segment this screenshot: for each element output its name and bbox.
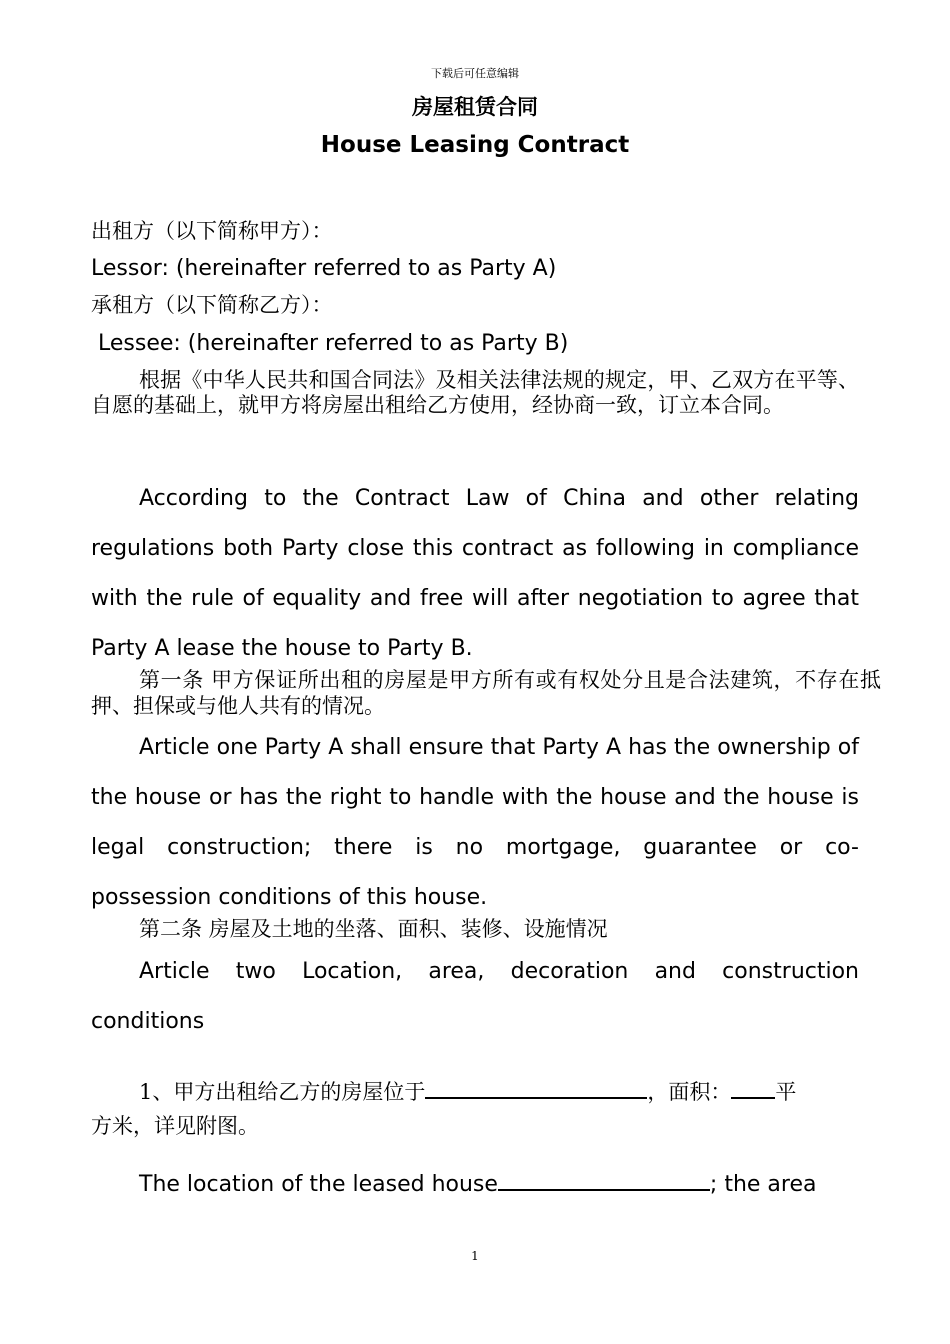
lessee-label-cn: 承租方（以下简称乙方）：: [91, 293, 333, 317]
header-note: 下载后可任意编辑: [431, 67, 519, 80]
lessor-label-en: Lessor: (hereinafter referred to as Party A): [91, 256, 557, 281]
clause-1-en-prefix: The location of the leased house: [139, 1172, 498, 1197]
clause-1-cn-prefix: 1、甲方出租给乙方的房屋位于: [139, 1080, 426, 1104]
clause-1-cn: [91, 1074, 859, 1110]
title-english: House Leasing Contract: [320, 132, 630, 158]
preamble-en: According to the Contract Law of China and other relating regulations both Party close this contract as following in compliance with the rule of equality and free will after negotiation to agree that Party A lease the house to Party B.: [91, 486, 859, 661]
clause-1-cn-unit: 平: [775, 1080, 797, 1104]
clause-1-cn-continued: 方米，详见附图。: [91, 1114, 259, 1138]
lessor-label-cn: 出租方（以下简称甲方）：: [91, 219, 333, 243]
area-blank[interactable]: [731, 1075, 775, 1099]
clause-1-en: [91, 1167, 859, 1203]
location-blank-en[interactable]: [498, 1169, 710, 1191]
article-one-cn: 第一条 甲方保证所出租的房屋是甲方所有或有权处分且是合法建筑，不存在抵押、担保或与他人共有的情况。: [91, 668, 881, 718]
title-chinese: 房屋租赁合同: [412, 95, 538, 119]
clause-1-en-suffix: ; the area: [709, 1172, 817, 1197]
page-number: 1: [471, 1249, 479, 1263]
lessee-label-en: Lessee: (hereinafter referred to as Party B): [91, 331, 569, 356]
preamble-cn: 根据《中华人民共和国合同法》及相关法律法规的规定，甲、乙双方在平等、自愿的基础上，就甲方将房屋出租给乙方使用，经协商一致，订立本合同。: [91, 368, 859, 417]
article-two-cn: 第二条 房屋及土地的坐落、面积、装修、设施情况: [139, 917, 608, 941]
article-two-en: Article two Location, area, decoration and construction conditions: [91, 959, 859, 1034]
article-one-en: Article one Party A shall ensure that Party A has the ownership of the house or has the right to handle with the house and the house is legal construction; there is no mortgage, guarantee or co- possession conditions of this house.: [91, 735, 859, 910]
location-blank[interactable]: [425, 1075, 647, 1099]
clause-1-cn-mid: ，面积：: [647, 1080, 732, 1104]
